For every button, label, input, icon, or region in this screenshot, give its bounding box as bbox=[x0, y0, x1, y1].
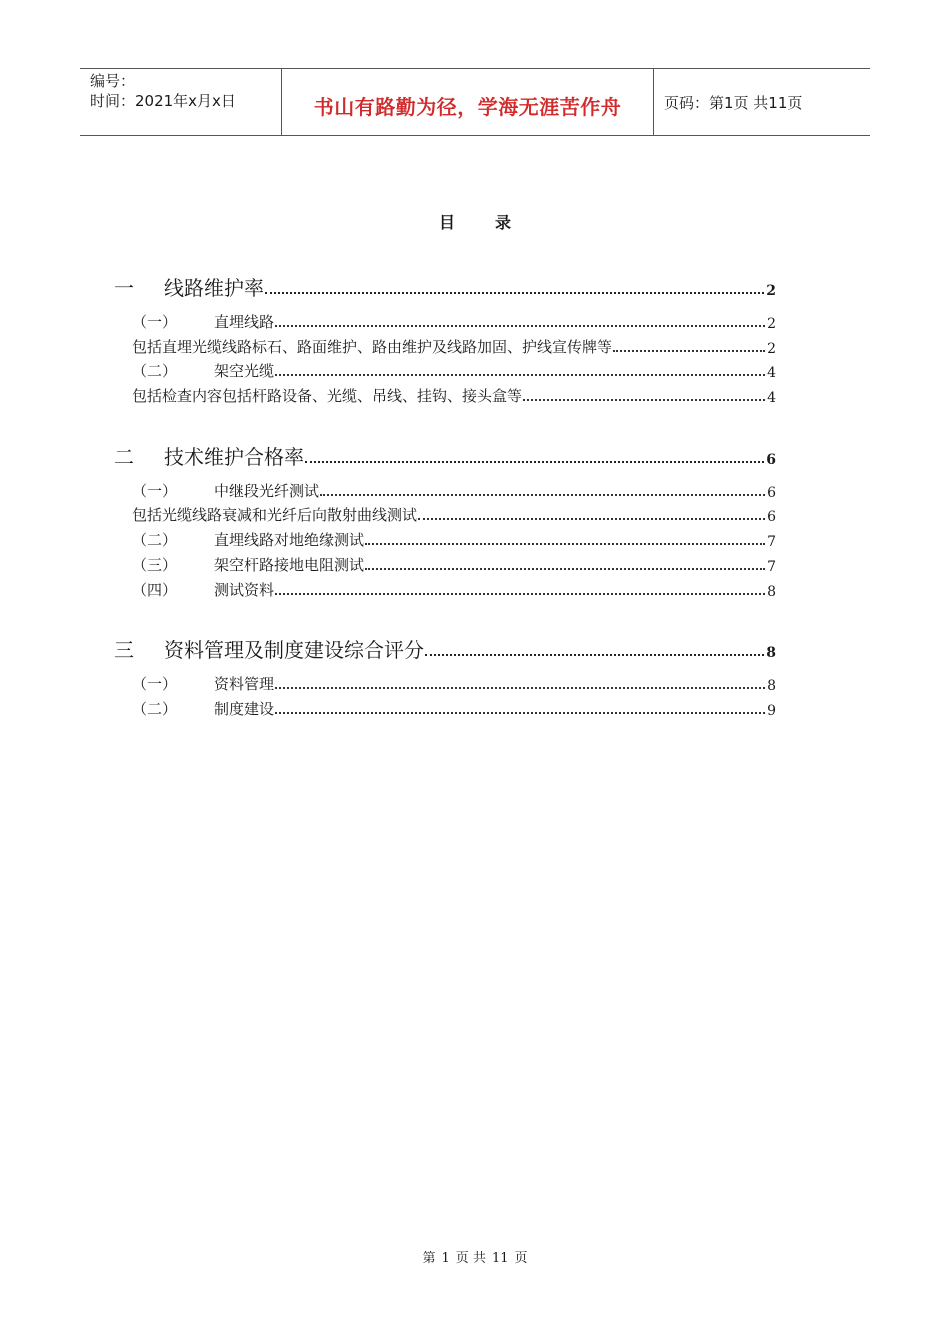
page-number: 7 bbox=[767, 559, 776, 575]
subsection-title: 直埋线路对地绝缘测试 bbox=[214, 531, 365, 549]
detail-title: 包括直埋光缆线路标石、路面维护、路由维护及线路加固、护线宣传牌等 bbox=[132, 338, 613, 356]
page-number: 6 bbox=[767, 509, 776, 525]
subsection-number: （四） bbox=[132, 581, 178, 599]
page-number: 9 bbox=[767, 703, 776, 719]
footer-prefix: 第 bbox=[422, 1251, 436, 1266]
leader-dots bbox=[425, 654, 764, 656]
leader-dots bbox=[613, 350, 765, 352]
subsection-title: 资料管理 bbox=[214, 675, 275, 693]
detail-title: 包括光缆线路衰减和光纤后向散射曲线测试 bbox=[132, 506, 418, 524]
leader-dots bbox=[418, 518, 765, 520]
subsection-title: 中继段光纤测试 bbox=[214, 482, 320, 500]
section-title: 资料管理及制度建设综合评分 bbox=[164, 638, 424, 662]
page-number: 2 bbox=[767, 316, 776, 332]
leader-dots bbox=[275, 593, 765, 595]
section-title: 技术维护合格率 bbox=[164, 445, 304, 469]
header-motto-cell bbox=[282, 69, 654, 135]
document-number-label: 编号： bbox=[90, 72, 136, 90]
header-motto: 书山有路勤为径，学海无涯苦作舟 bbox=[313, 94, 622, 119]
leader-dots bbox=[265, 292, 764, 294]
subsection-title: 架空光缆 bbox=[214, 362, 275, 380]
toc-entry-1-2[interactable] bbox=[132, 359, 776, 381]
toc-entry-section-1[interactable] bbox=[114, 271, 776, 301]
subsection-title: 直埋线路 bbox=[214, 313, 275, 331]
page-number: 8 bbox=[767, 678, 776, 694]
leader-dots bbox=[275, 325, 765, 327]
toc-entry-1-1-detail[interactable] bbox=[132, 335, 776, 357]
section-number: 三 bbox=[114, 638, 134, 662]
detail-title: 包括检查内容包括杆路设备、光缆、吊线、挂钩、接头盒等 bbox=[132, 387, 523, 405]
toc-entry-3-2[interactable] bbox=[132, 697, 776, 719]
subsection-number: （二） bbox=[132, 362, 178, 380]
subsection-title: 测试资料 bbox=[214, 581, 275, 599]
toc-entry-2-1-detail[interactable] bbox=[132, 503, 776, 525]
page-number: 8 bbox=[766, 645, 776, 661]
toc-entry-section-3[interactable] bbox=[114, 633, 776, 663]
header-page-cell bbox=[654, 69, 870, 135]
footer-current-page: 1 bbox=[441, 1251, 450, 1266]
footer-total-pages: 11 bbox=[491, 1251, 509, 1266]
subsection-number: （三） bbox=[132, 556, 178, 574]
toc-entry-1-2-detail[interactable] bbox=[132, 384, 776, 406]
page-number: 7 bbox=[767, 534, 776, 550]
toc-title-right: 录 bbox=[495, 213, 512, 232]
section-number: 一 bbox=[114, 276, 134, 300]
toc-title-left: 目 bbox=[438, 213, 455, 232]
document-header bbox=[80, 68, 870, 136]
page-number: 8 bbox=[767, 584, 776, 600]
page-number: 4 bbox=[767, 390, 776, 406]
toc-entry-2-3[interactable] bbox=[132, 553, 776, 575]
subsection-number: （一） bbox=[132, 482, 178, 500]
header-meta-cell bbox=[80, 69, 282, 135]
toc-entry-1-1[interactable] bbox=[132, 310, 776, 332]
toc-entry-section-2[interactable] bbox=[114, 440, 776, 470]
leader-dots bbox=[305, 461, 764, 463]
footer-mid: 页 共 bbox=[455, 1251, 486, 1266]
leader-dots bbox=[523, 399, 765, 401]
leader-dots bbox=[275, 687, 765, 689]
subsection-number: （一） bbox=[132, 675, 178, 693]
toc-entry-2-4[interactable] bbox=[132, 578, 776, 600]
document-time-label: 时间：2021年x月x日 bbox=[90, 92, 236, 110]
subsection-number: （一） bbox=[132, 313, 178, 331]
toc-entry-2-1[interactable] bbox=[132, 479, 776, 501]
page-number: 4 bbox=[767, 365, 776, 381]
page-number: 6 bbox=[766, 452, 776, 468]
header-page-info: 页码：第1页 共11页 bbox=[664, 93, 803, 112]
section-title: 线路维护率 bbox=[164, 276, 264, 300]
page-number: 2 bbox=[767, 341, 776, 357]
page-number: 2 bbox=[766, 283, 776, 299]
leader-dots bbox=[365, 543, 765, 545]
leader-dots bbox=[365, 568, 765, 570]
toc-entry-3-1[interactable] bbox=[132, 672, 776, 694]
page-number: 6 bbox=[767, 485, 776, 501]
subsection-number: （二） bbox=[132, 700, 178, 718]
subsection-title: 制度建设 bbox=[214, 700, 275, 718]
toc-title bbox=[0, 210, 950, 233]
footer-suffix: 页 bbox=[514, 1251, 528, 1266]
section-number: 二 bbox=[114, 445, 134, 469]
page-footer bbox=[0, 1247, 950, 1266]
subsection-title: 架空杆路接地电阻测试 bbox=[214, 556, 365, 574]
toc-entry-2-2[interactable] bbox=[132, 528, 776, 550]
leader-dots bbox=[275, 712, 765, 714]
leader-dots bbox=[275, 374, 765, 376]
subsection-number: （二） bbox=[132, 531, 178, 549]
leader-dots bbox=[320, 494, 765, 496]
